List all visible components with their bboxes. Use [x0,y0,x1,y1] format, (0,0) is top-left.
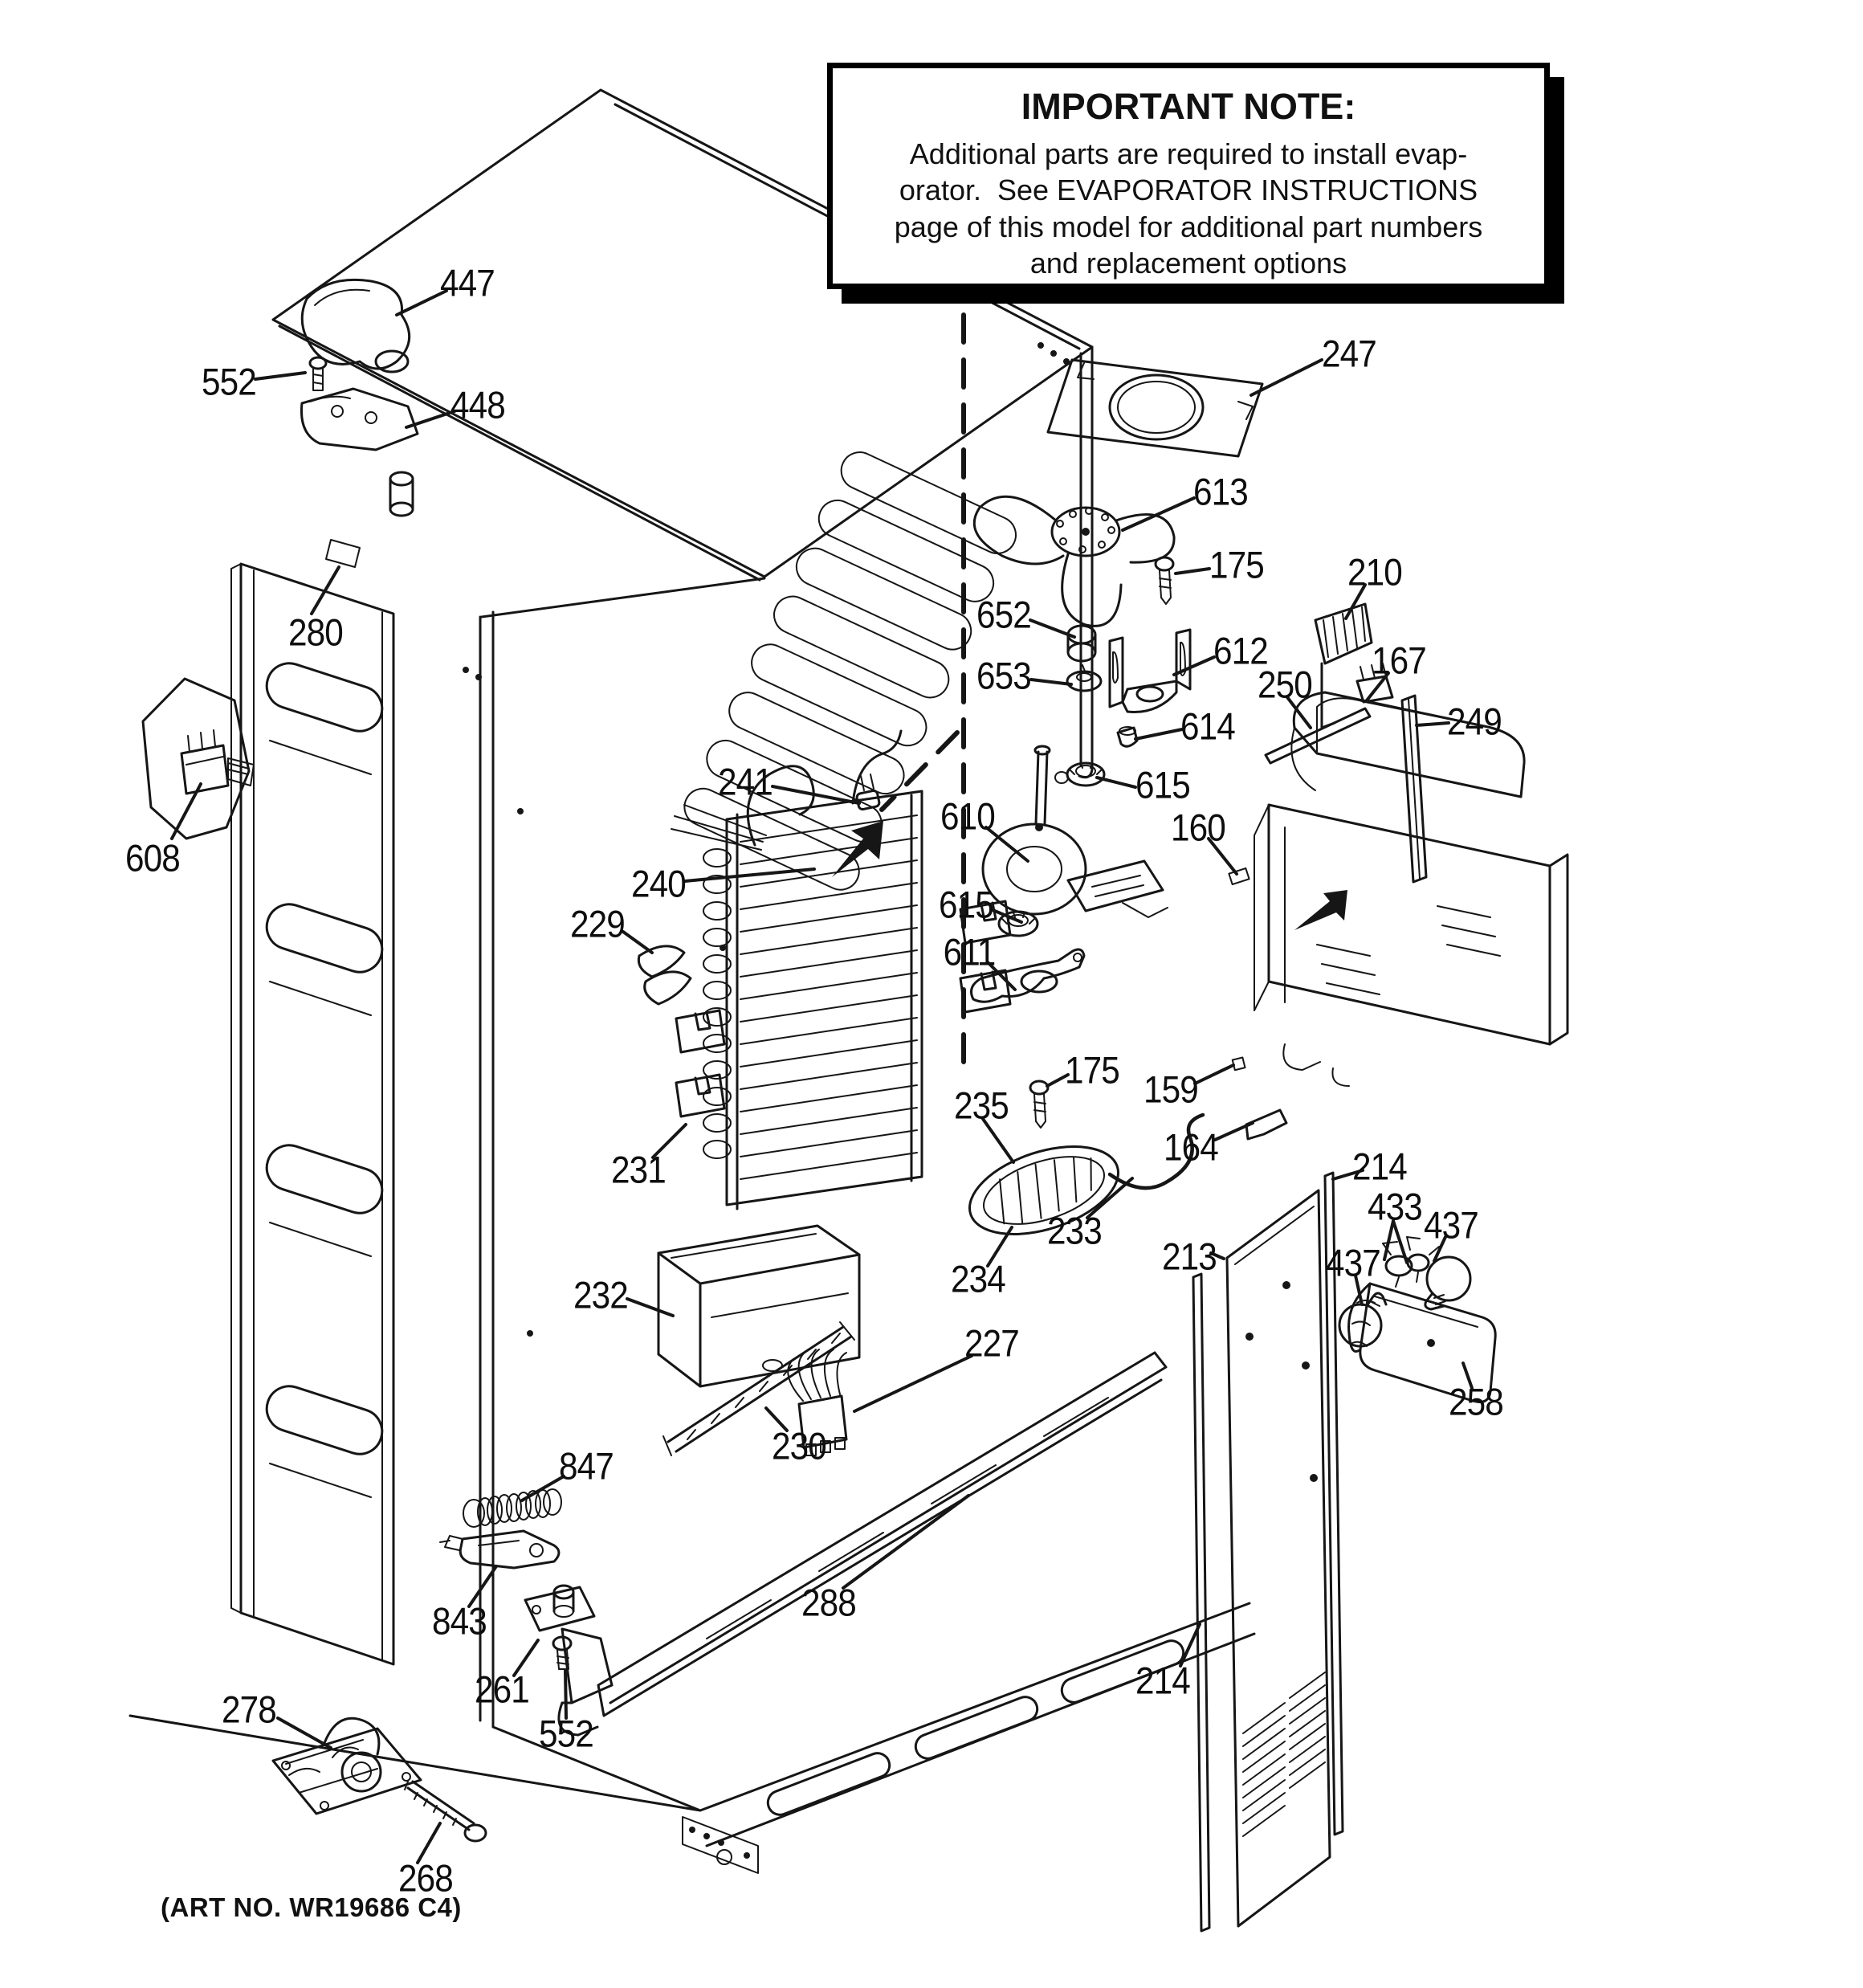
note-line: and replacement options [1029,247,1347,280]
part-label-175-fan: 175 [1209,543,1264,586]
part-label-288: 288 [801,1581,856,1624]
hinge-cover-447 [302,280,409,369]
coupler-615-upper [1055,763,1104,786]
part-label-847: 847 [559,1444,614,1488]
bolt-268 [405,1782,486,1841]
hinge-bracket-261 [525,1586,594,1631]
part-label-240: 240 [631,862,686,905]
part-label-249: 249 [1447,700,1502,743]
part-label-159: 159 [1143,1067,1198,1111]
part-label-210: 210 [1347,550,1402,594]
screw-175-fan [1156,557,1173,604]
part-label-214-bottom: 214 [1135,1659,1190,1702]
part-label-611: 611 [943,930,996,974]
nut-614 [1118,727,1137,746]
note-line: page of this model for additional part numbers [894,210,1483,243]
important-note-box [827,63,1550,289]
part-label-448: 448 [450,383,505,427]
part-label-843: 843 [432,1599,487,1643]
part-label-437-right: 437 [1424,1203,1478,1247]
part-label-247: 247 [1322,332,1376,375]
screw-552-bottom [553,1637,571,1669]
motor-bracket-612 [1110,630,1190,712]
part-label-160: 160 [1171,806,1225,849]
part-label-164: 164 [1164,1125,1218,1169]
part-label-447: 447 [440,261,495,304]
part-label-167: 167 [1372,639,1426,682]
part-label-610: 610 [940,794,995,838]
clip-280 [326,540,360,567]
art-number: (ART NO. WR19686 C4) [161,1892,462,1922]
part-label-608: 608 [125,836,180,880]
part-label-437-left: 437 [1326,1241,1380,1284]
part-label-231: 231 [611,1148,666,1191]
trim-strip-214-left [1193,1274,1209,1931]
refrigerator-cabinet [130,90,1254,1873]
grille-234 [959,1130,1129,1251]
part-label-229: 229 [570,902,625,945]
part-label-175-motor: 175 [1065,1048,1119,1092]
part-label-268: 268 [398,1856,453,1900]
part-label-258: 258 [1449,1380,1503,1423]
part-label-552-bottom: 552 [539,1712,593,1755]
door-closer-278 [273,1718,421,1814]
part-label-433: 433 [1368,1185,1422,1228]
latch-lever-843 [440,1531,559,1568]
part-label-241: 241 [718,760,773,803]
tube-clamp-229 [638,946,691,1004]
part-label-612: 612 [1213,629,1268,672]
screw-552 [310,357,326,390]
part-label-615-upper: 615 [1135,763,1190,806]
part-label-233: 233 [1047,1209,1102,1252]
part-label-652: 652 [976,593,1031,636]
part-label-214-top: 214 [1352,1145,1407,1188]
spring-847 [463,1489,561,1527]
clip-160 [1229,868,1249,884]
part-label-614: 614 [1180,704,1235,748]
top-hinge-parts [301,280,418,567]
part-label-261: 261 [475,1668,529,1711]
part-label-280: 280 [288,610,343,654]
hinge-bracket-448 [301,389,418,516]
part-label-615-lower: 615 [939,883,993,926]
drain-tray-232 [658,1226,859,1386]
light-switch-callout-608 [143,679,254,839]
part-label-234: 234 [951,1257,1005,1300]
part-label-250: 250 [1258,663,1312,706]
part-label-653: 653 [976,654,1031,697]
hexagon-callout [143,679,249,839]
part-label-552-top: 552 [202,360,256,403]
part-label-227: 227 [964,1321,1019,1365]
evaporator-coil-frame [703,791,922,1209]
part-label-235: 235 [954,1084,1009,1127]
screw-175-motor [1030,1081,1048,1128]
freezer-door-open [231,564,393,1664]
part-label-232: 232 [573,1273,628,1316]
note-title: IMPORTANT NOTE: [1021,86,1356,127]
note-line: orator. See EVAPORATOR INSTRUCTIONS [899,173,1478,207]
switch-body [181,745,228,794]
panel-213 [1227,1190,1330,1926]
part-label-230: 230 [772,1424,826,1468]
bottom-parts [273,1353,1166,1841]
clip-231 [676,1075,724,1116]
part-label-278: 278 [222,1688,276,1731]
part-label-213: 213 [1162,1235,1217,1278]
rear-access-panel-group [1193,1173,1495,1931]
note-line: Additional parts are required to install evap- [909,137,1468,170]
part-label-613: 613 [1193,470,1248,513]
washer-653 [1067,665,1101,691]
